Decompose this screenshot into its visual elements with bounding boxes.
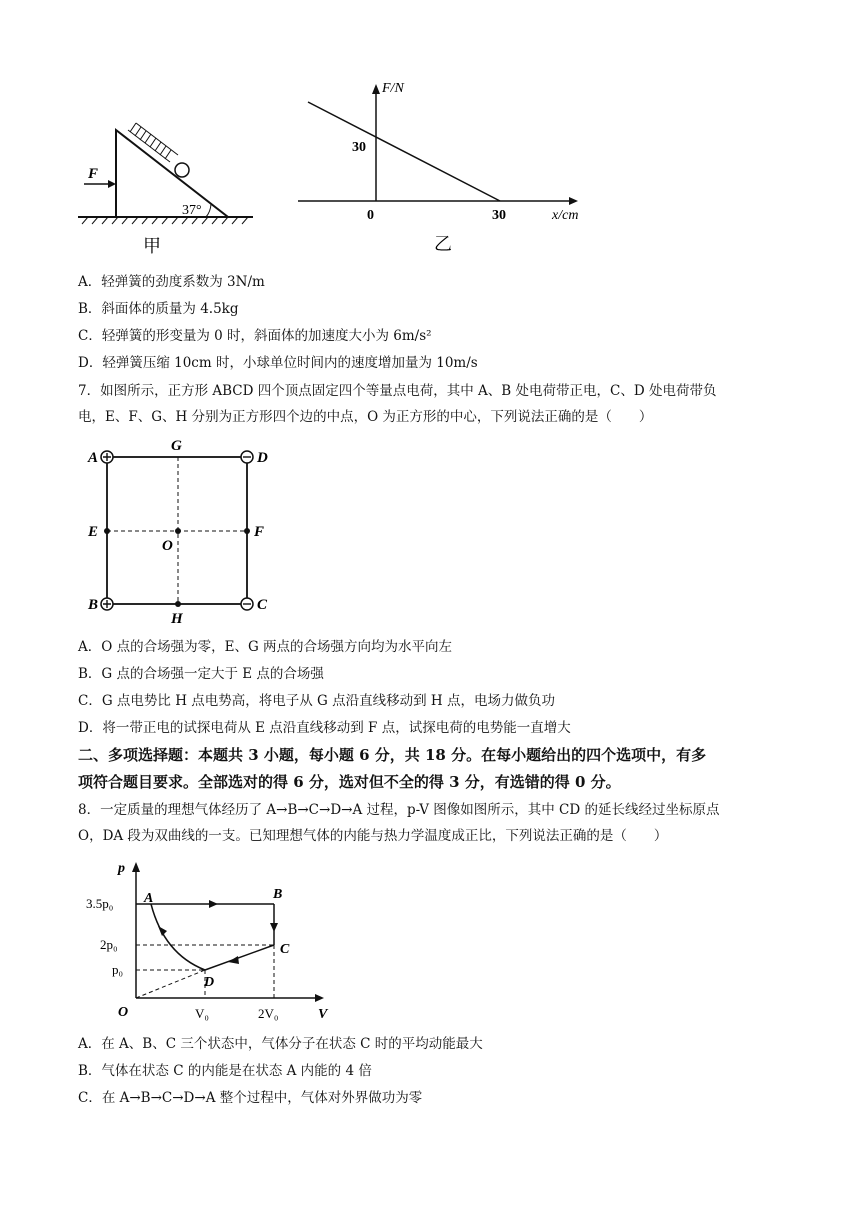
- q7-option-b: B．G 点的合场强一定大于 E 点的合场强: [78, 666, 324, 682]
- q7-stem-line2: 电，E、F、G、H 分别为正方形四个边的中点，O 为正方形的中心，下列说法正确的是（ ）: [78, 409, 653, 425]
- point-b: B: [273, 887, 283, 902]
- x-axis-label: x/cm: [552, 208, 579, 223]
- x-tick-30: 30: [492, 208, 506, 223]
- ball: [175, 163, 189, 177]
- q8-option-c: C．在 A→B→C→D→A 整个过程中，气体对外界做功为零: [78, 1090, 423, 1106]
- tick-2v0: 2V₀: [258, 1006, 279, 1021]
- point-d: D: [204, 975, 215, 990]
- q8-stem-line2: O，DA 段为双曲线的一支。已知理想气体的内能与热力学温度成正比，下列说法正确的是（ ）: [78, 828, 668, 844]
- label-a: A: [88, 450, 99, 466]
- angle-label: 37°: [182, 203, 202, 218]
- caption-jia: 甲: [143, 236, 161, 256]
- label-e: E: [88, 524, 99, 540]
- tick-p0: p₀: [112, 962, 124, 977]
- y-axis-label: F/N: [382, 81, 404, 96]
- figure-q7-square: [82, 436, 282, 626]
- axis-p: p: [118, 861, 125, 876]
- q6-option-a: A．轻弹簧的劲度系数为 3N/m: [78, 274, 265, 290]
- origin-o: O: [118, 1005, 129, 1020]
- section-2-heading-line1: 二、多项选择题：本题共 3 小题，每小题 6 分，共 18 分。在每小题给出的四个选项中，有多: [78, 746, 707, 764]
- label-g: G: [171, 438, 182, 454]
- label-o: O: [162, 538, 173, 554]
- q8-stem-line1: 8．一定质量的理想气体经历了 A→B→C→D→A 过程，p-V 图像如图所示，其中 CD 的延长线经过坐标原点: [78, 802, 720, 818]
- q7-stem-line1: 7．如图所示，正方形 ABCD 四个顶点固定四个等量点电荷，其中 A、B 处电荷带正电，C、D 处电荷带负: [78, 383, 717, 399]
- q6-option-b: B．斜面体的质量为 4.5kg: [78, 301, 239, 317]
- caption-yi: 乙: [434, 234, 452, 254]
- label-f: F: [254, 524, 265, 540]
- label-c: C: [257, 597, 268, 613]
- point-a: A: [144, 891, 154, 906]
- q7-option-c: C．G 点电势比 H 点电势高，将电子从 G 点沿直线移动到 H 点，电场力做负功: [78, 693, 555, 709]
- label-h: H: [171, 611, 183, 626]
- force-label: F: [88, 166, 99, 182]
- q7-option-d: D．将一带正电的试探电荷从 E 点沿直线移动到 F 点，试探电荷的电势能一直增大: [78, 720, 571, 736]
- axis-v: V: [318, 1007, 328, 1022]
- q8-option-b: B．气体在状态 C 的内能是在状态 A 内能的 4 倍: [78, 1063, 372, 1079]
- figure-yi: [294, 76, 594, 261]
- q6-option-d: D．轻弹簧压缩 10cm 时，小球单位时间内的速度增加量为 10m/s: [78, 355, 478, 371]
- q8-option-a: A．在 A、B、C 三个状态中，气体分子在状态 C 时的平均动能最大: [78, 1036, 483, 1052]
- figure-q8-pv-graph: [78, 856, 338, 1026]
- x-origin: 0: [367, 208, 374, 223]
- section-2-heading-line2: 项符合题目要求。全部选对的得 6 分，选对但不全的得 3 分，有选错的得 0 分。: [78, 773, 621, 791]
- y-tick-30: 30: [352, 140, 366, 155]
- figure-jia: [78, 120, 258, 260]
- label-d: D: [257, 450, 268, 466]
- spring: [128, 123, 178, 162]
- label-b: B: [88, 597, 99, 613]
- tick-2p0: 2p₀: [100, 937, 118, 952]
- point-c: C: [280, 942, 290, 957]
- q7-option-a: A．O 点的合场强为零，E、G 两点的合场强方向均为水平向左: [78, 639, 453, 655]
- q6-option-c: C．轻弹簧的形变量为 0 时，斜面体的加速度大小为 6m/s²: [78, 328, 432, 344]
- tick-v0: V₀: [195, 1006, 209, 1021]
- tick-3-5p0: 3.5p₀: [86, 896, 114, 911]
